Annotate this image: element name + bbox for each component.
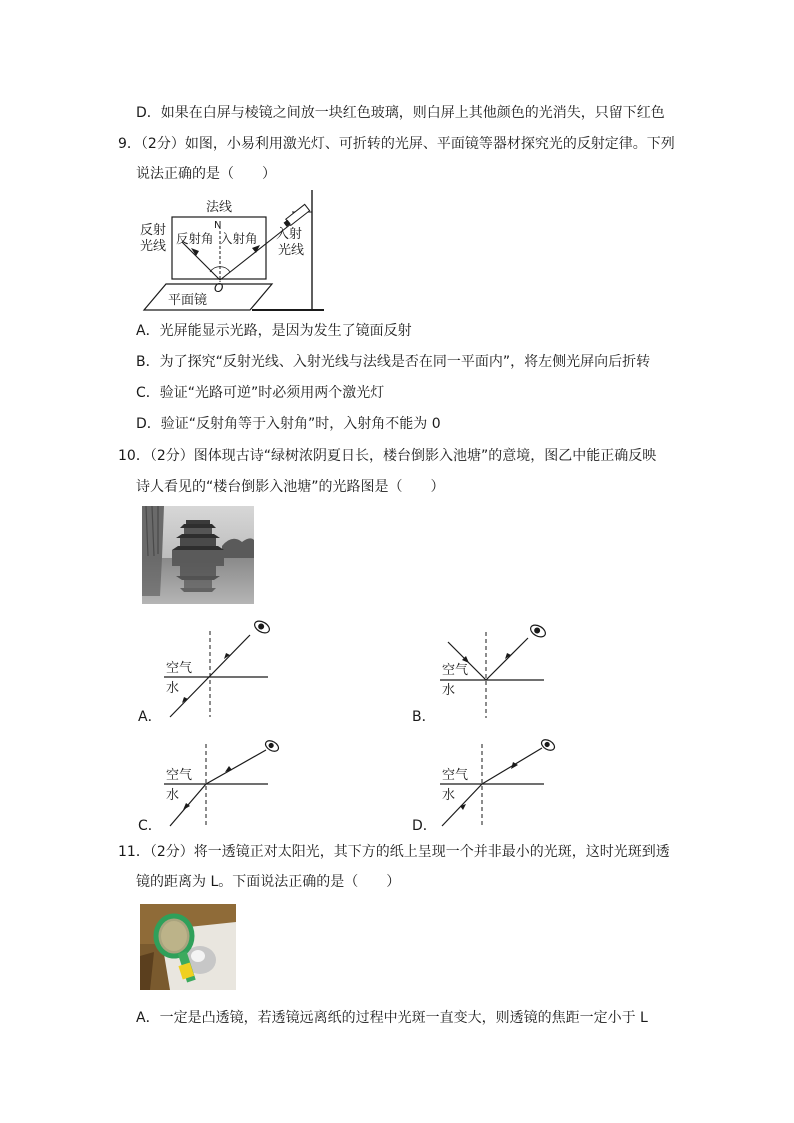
- eye-icon: [264, 739, 280, 754]
- plane-mirror: [144, 284, 272, 310]
- q9-option-d: D．验证“反射角等于入射角”时，入射角不能为 0: [136, 416, 441, 432]
- magnifier-light-spot-photo: [140, 904, 236, 990]
- label-n: N: [214, 220, 222, 231]
- label-incident-1: 入射: [276, 227, 303, 242]
- pagoda-reflection-photo: [142, 506, 254, 604]
- air-ray: [206, 750, 266, 784]
- label-reflection-angle: 反射角: [176, 231, 214, 246]
- ray-arrow-lower: [460, 804, 466, 810]
- reflected-ray: [182, 242, 220, 280]
- reflected-ray: [486, 638, 528, 680]
- q10-stem-line1: 10．（2分）图体现古诗“绿树浓阴夏日长，楼台倒影入池塘”的意境，图乙中能正确反映: [118, 448, 657, 464]
- label-incidence-angle: 入射角: [220, 231, 258, 246]
- label-air: 空气: [166, 661, 193, 676]
- label-mirror: 平面镜: [168, 293, 208, 308]
- q11-stem-line1: 11．（2分）将一透镜正对太阳光，其下方的纸上呈现一个并非最小的光斑，这时光斑到透: [118, 844, 670, 860]
- eye-icon: [540, 738, 556, 753]
- q10-option-d-diagram: [436, 736, 556, 832]
- q8-option-d: D．如果在白屏与棱镜之间放一块红色玻璃，则白屏上其他颜色的光消失，只留下红色: [136, 105, 665, 121]
- q9-stem-line1: 9．（2分）如图，小易利用激光灯、可折转的光屏、平面镜等器材探究光的反射定律。下列: [118, 136, 675, 152]
- q9-stem-line2: 说法正确的是（ ）: [136, 166, 276, 182]
- label-incident-2: 光线: [278, 243, 305, 258]
- eye-icon: [529, 623, 548, 640]
- q9-option-b: B．为了探究“反射光线、入射光线与法线是否在同一平面内”，将左侧光屏向后折转: [136, 354, 651, 370]
- label-air: 空气: [442, 768, 469, 783]
- q11-option-a: A．一定是凸透镜，若透镜远离纸的过程中光斑一直变大，则透镜的焦距一定小于 L: [136, 1010, 648, 1026]
- label-water: 水: [442, 683, 456, 698]
- q11-stem-line2: 镜的距离为 L。下面说法正确的是（ ）: [136, 874, 401, 890]
- label-water: 水: [166, 681, 180, 696]
- q9-reflection-apparatus-figure: [136, 186, 326, 316]
- q10-option-c-diagram: [160, 736, 280, 832]
- label-reflected-1: 反射: [140, 223, 167, 238]
- q10-option-b-diagram: [436, 622, 556, 722]
- q9-option-c: C．验证“光路可逆”时必须用两个激光灯: [136, 385, 385, 401]
- label-air: 空气: [166, 768, 193, 783]
- label-reflected-2: 光线: [140, 239, 167, 254]
- q9-option-a: A．光屏能显示光路，是因为发生了镜面反射: [136, 323, 412, 339]
- q10-option-d-label: D．: [412, 818, 437, 834]
- eye-icon: [253, 619, 272, 636]
- label-air: 空气: [442, 663, 469, 678]
- q10-option-a-diagram: [160, 617, 280, 721]
- label-water: 水: [166, 788, 180, 803]
- q10-option-b-label: B．: [412, 709, 436, 725]
- q10-option-c-label: C．: [138, 818, 162, 834]
- q10-stem-line2: 诗人看见的“楼台倒影入池塘”的光路图是（ ）: [136, 479, 445, 495]
- q10-option-a-label: A．: [138, 709, 162, 725]
- label-water: 水: [442, 788, 456, 803]
- label-o: O: [214, 281, 224, 295]
- label-normal: 法线: [206, 200, 233, 215]
- laser-pointer-icon: [283, 204, 310, 228]
